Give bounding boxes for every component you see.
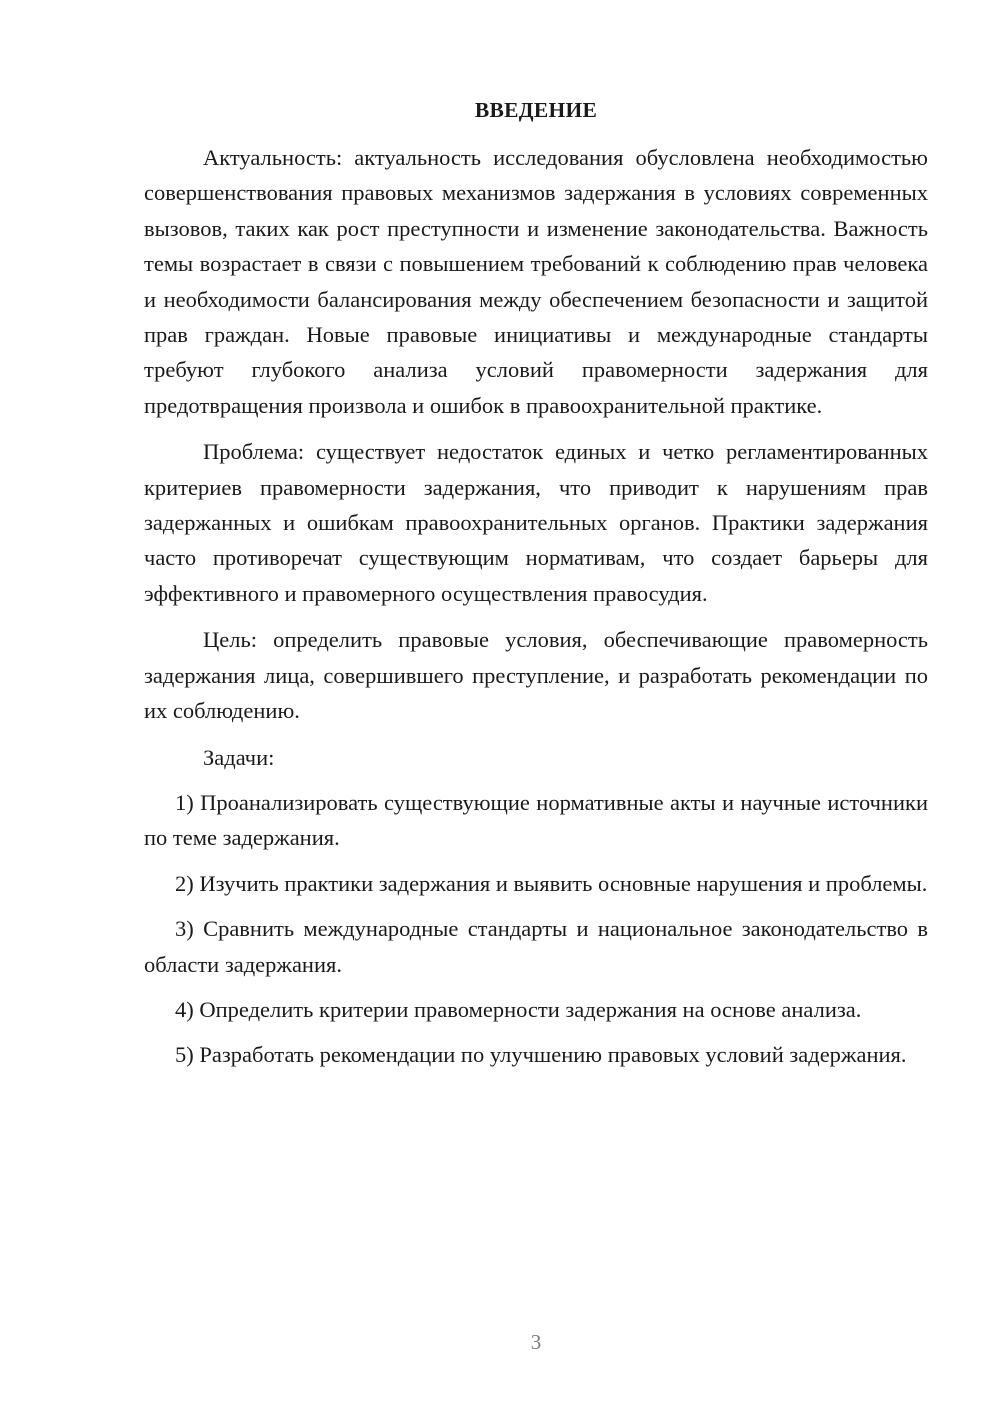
page-number: 3 [530, 1330, 542, 1354]
tasks-title: Задачи: [203, 744, 275, 770]
task-item: 5) Разработать рекомендации по улучшению правовых условий задержания. [175, 1042, 907, 1068]
paragraph-goal: Цель: определить правовые условия, обеспечивающие правомерность задержания лица, совершившего преступление, и разработать рекомендации по их соблюдению. [144, 627, 928, 724]
paragraph-relevance: Актуальность: актуальность исследования обусловлена необходимостью совершенствования правовых механизмов задержания в условиях современных вызовов, таких как рост преступности и изменение законодательства. Важность темы возрастает в связи с повышением требований к соблюдению прав человека и необходимости балансирования между обеспечением безопасности и защитой прав граждан. Новые правовые инициативы и международные стандарты требуют глубокого анализа условий правомерности задержания для предотвращения произвола и ошибок в правоохранительной практике. [144, 145, 928, 418]
task-item: 3) Сравнить международные стандарты и национальное законодательство в области задержания. [144, 916, 928, 977]
task-item: 4) Определить критерии правомерности задержания на основе анализа. [175, 996, 862, 1022]
task-item: 1) Проанализировать существующие нормативные акты и научные источники по теме задержания. [144, 789, 928, 851]
task-item: 2) Изучить практики задержания и выявить основные нарушения и проблемы. [175, 870, 928, 896]
paragraph-problem: Проблема: существует недостаток единых и четко регламентированных критериев правомерности задержания, что приводит к нарушениям прав задержанных и ошибкам правоохранительных органов. Практики задержания часто противоречат существующим нормативам, что создает барьеры для эффективного и правомерного осуществления правосудия. [144, 439, 928, 606]
page-content [144, 92, 928, 1083]
section-heading: ВВЕДЕНИЕ [474, 98, 598, 122]
